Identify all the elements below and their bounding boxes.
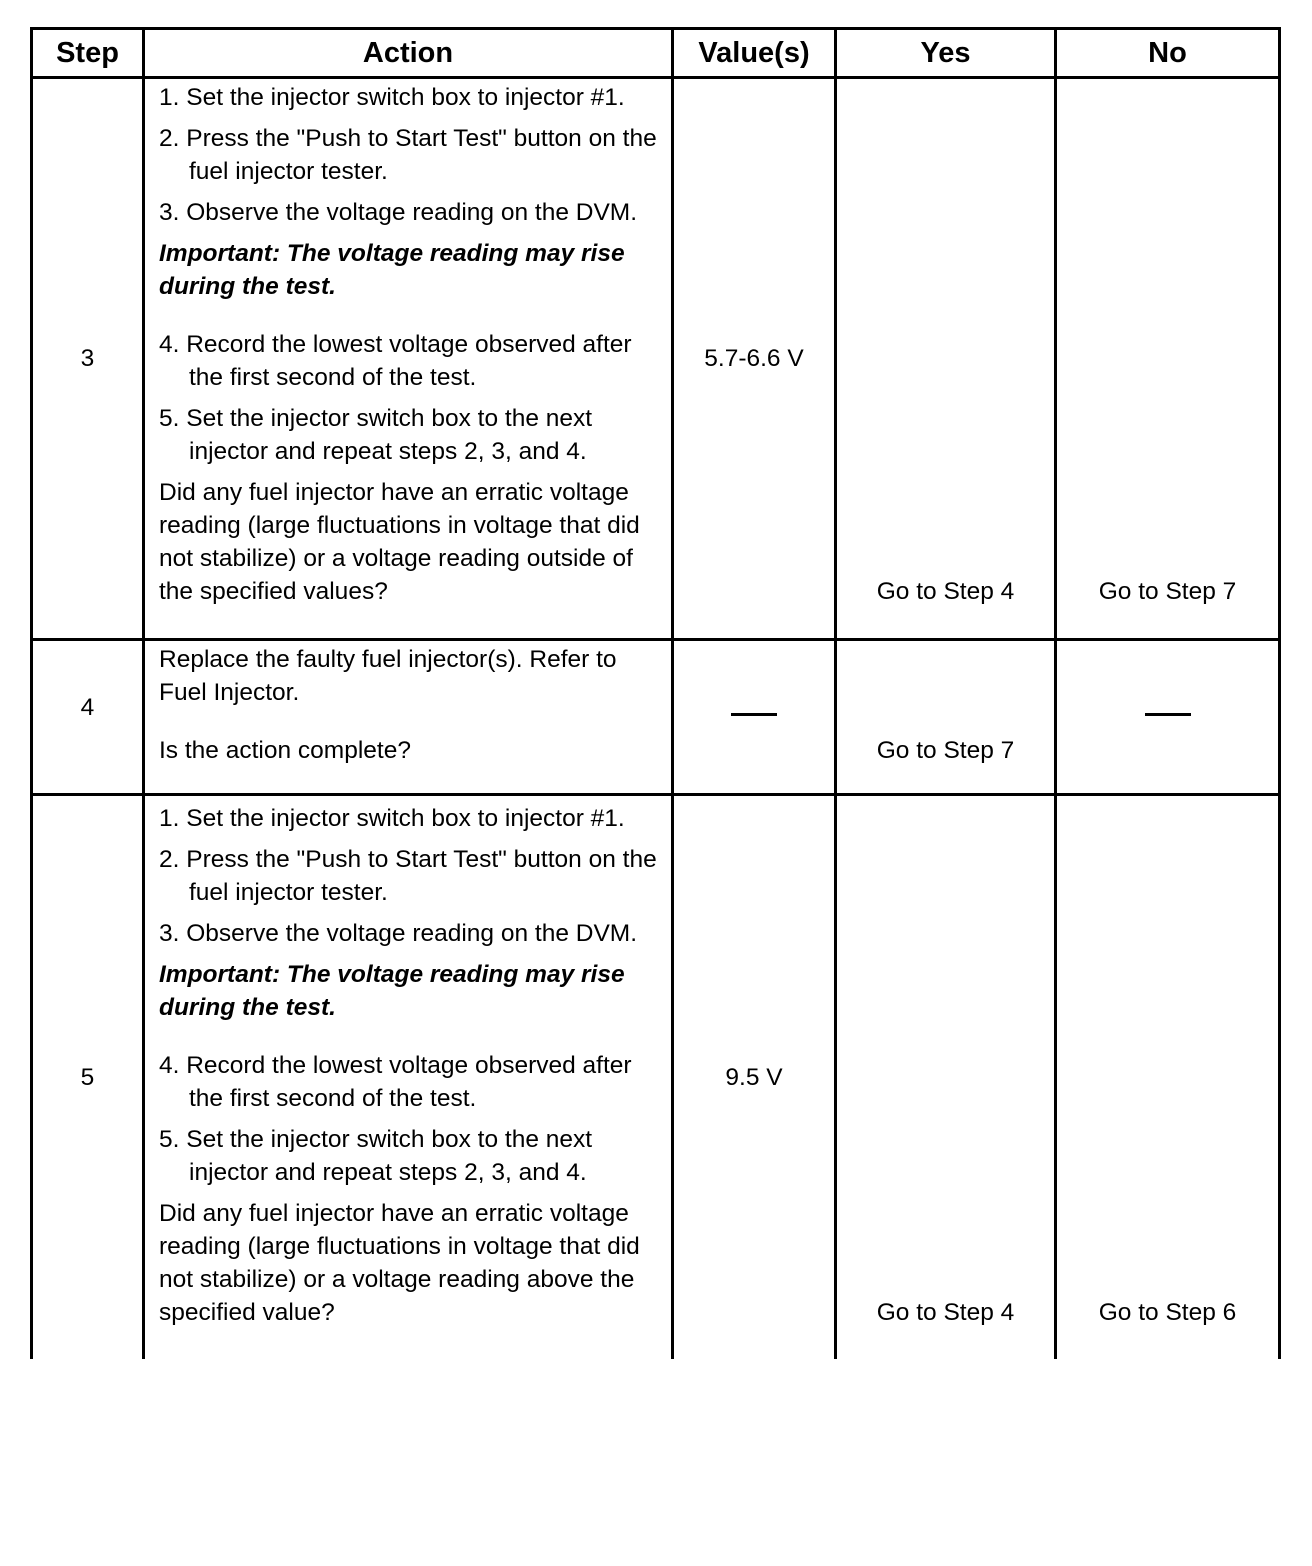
step-number: 4 — [32, 640, 144, 795]
question-text: Did any fuel injector have an erratic voltage reading (large fluctuations in voltage that did not stabilize) or a voltage reading outside of the specified values? — [159, 479, 640, 605]
action-list — [159, 802, 661, 950]
question-text: Is the action complete? — [159, 737, 411, 764]
action-item: 5. Set the injector switch box to the next injector and repeat steps 2, 3, and 4. — [159, 405, 593, 465]
action-item: 1. Set the injector switch box to injector #1. — [159, 84, 625, 111]
action-item: 3. Observe the voltage reading on the DVM. — [159, 199, 638, 226]
important-note: Important: The voltage reading may rise during the test. — [159, 240, 625, 300]
header-values: Value(s) — [673, 29, 836, 78]
action-item: 2. Press the "Push to Start Test" button on the fuel injector tester. — [159, 846, 657, 906]
table-row-step-3 — [32, 78, 1280, 640]
action-cell — [144, 78, 673, 640]
action-cell — [144, 640, 673, 795]
action-list — [159, 328, 661, 468]
header-row — [32, 29, 1280, 78]
action-item: 4. Record the lowest voltage observed after the first second of the test. — [159, 1052, 632, 1112]
no-cell: Go to Step 7 — [1056, 78, 1280, 640]
yes-cell: Go to Step 7 — [836, 640, 1056, 795]
header-yes: Yes — [836, 29, 1056, 78]
value-cell: 9.5 V — [673, 795, 836, 1360]
question-text: Did any fuel injector have an erratic voltage reading (large fluctuations in voltage that did not stabilize) or a voltage reading above the specified value? — [159, 1200, 640, 1326]
value-cell — [673, 640, 836, 795]
dash-mark — [731, 713, 777, 716]
dash-mark — [1145, 713, 1191, 716]
header-action: Action — [144, 29, 673, 78]
action-list — [159, 81, 661, 229]
action-item: 4. Record the lowest voltage observed after the first second of the test. — [159, 331, 632, 391]
action-text: Replace the faulty fuel injector(s). Refer to Fuel Injector. — [159, 646, 617, 706]
yes-cell: Go to Step 4 — [836, 795, 1056, 1360]
step-number: 5 — [32, 795, 144, 1360]
no-cell — [1056, 640, 1280, 795]
diagnostic-table — [30, 27, 1281, 1359]
action-item: 2. Press the "Push to Start Test" button on the fuel injector tester. — [159, 125, 657, 185]
yes-cell: Go to Step 4 — [836, 78, 1056, 640]
header-no: No — [1056, 29, 1280, 78]
action-item: 1. Set the injector switch box to injector #1. — [159, 805, 625, 832]
table-row-step-4 — [32, 640, 1280, 795]
important-note: Important: The voltage reading may rise during the test. — [159, 961, 625, 1021]
table-row-step-5 — [32, 795, 1280, 1360]
value-cell: 5.7-6.6 V — [673, 78, 836, 640]
action-item: 3. Observe the voltage reading on the DVM. — [159, 920, 638, 947]
step-number: 3 — [32, 78, 144, 640]
header-step: Step — [32, 29, 144, 78]
no-cell: Go to Step 6 — [1056, 795, 1280, 1360]
action-cell — [144, 795, 673, 1360]
action-item: 5. Set the injector switch box to the next injector and repeat steps 2, 3, and 4. — [159, 1126, 593, 1186]
action-list — [159, 1049, 661, 1189]
